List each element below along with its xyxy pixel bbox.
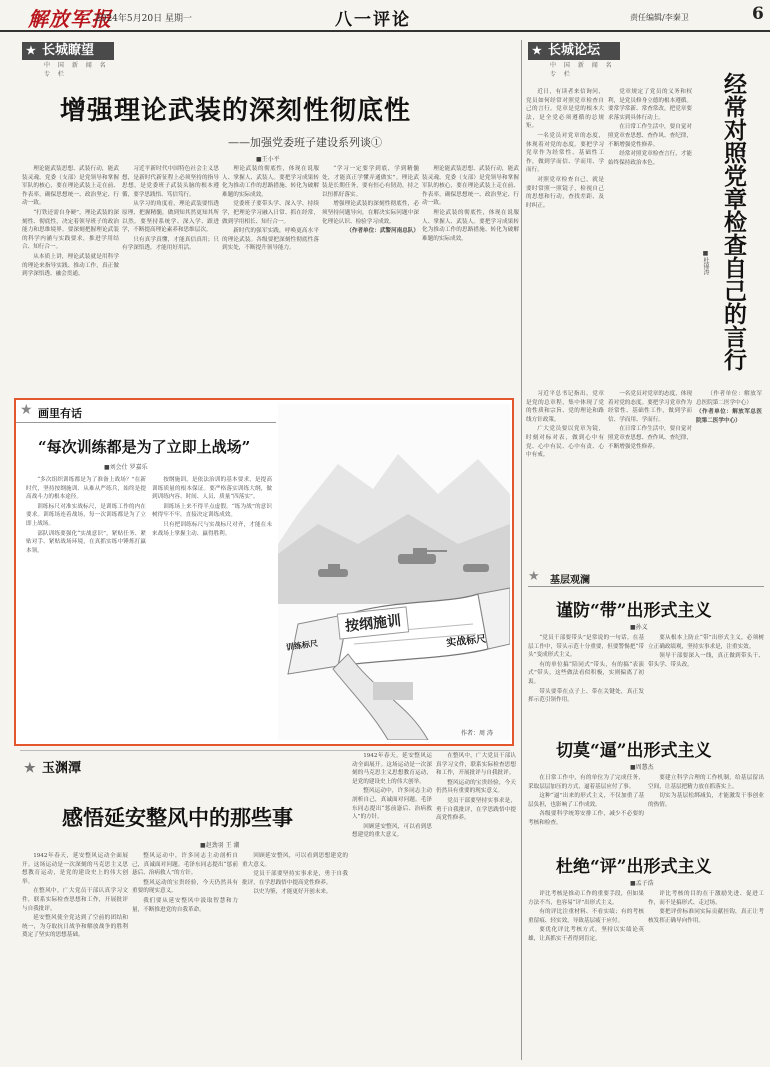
paragraph: 从本质上讲，理论武装就是用科学的理论来指导实践、推动工作，真正做到学深悟透、融会贯通。 (22, 253, 119, 278)
paragraph: 我们要从延安整风中汲取智慧和力量，不断推进党的自我革命。 (132, 897, 238, 913)
article-column-4 (322, 165, 419, 390)
paragraph: 整风运动的宝贵经验，今天仍然具有重要的现实意义。 (436, 779, 516, 795)
column-separator (521, 40, 522, 1060)
paragraph: 切实为基层松绑减负，才能激发干事创业的热情。 (648, 793, 764, 808)
paragraph: 增强理论武装的深刻性彻底性，必须坚持问题导向，在解决实际问题中深化理论认识、检验学习成效。 (322, 201, 419, 225)
paragraph: 要把评价标准同实际贡献挂钩，真正让考核发挥正确导向作用。 (648, 909, 764, 924)
jiceng-a1-author: ■孙义 (630, 624, 648, 631)
paragraph: 一名党员对党章的态度，体现着对党的态度。要把学习党章作为经常性、基础性工作，做到学而信、学而用、学而行。 (608, 391, 692, 423)
paragraph: 近日，有读者来信询问，党员如何经常对照党章检查自己的言行。党章是党的根本大法，是全党必须遵循的总规矩。 (526, 89, 604, 130)
jiceng-a3-author: ■孟子浩 (630, 880, 654, 887)
paragraph: 按纲施训，是依法治训的基本要求，是提高训练质量的根本保证。要严格落实训练大纲，做到训练内容、时间、人员、质量“四落实”。 (152, 477, 272, 501)
paragraph: 这种“逼”出来的形式主义，不仅加重了基层负担，也影响了工作成效。 (528, 793, 644, 808)
author-affiliation: （作者单位：武警河南总队） (346, 228, 419, 235)
paragraph: 要优化评比考核方式，坚持以实绩论英雄，让真抓实干者得到肯定。 (528, 927, 644, 942)
paragraph: 理论能武装思想、武装行动，能武装灵魂。党委（支部）是党领导和掌握军队的核心，要在理论武装上走在前、作表率，确保思想统一、政治坚定、行动一致。 (422, 166, 519, 207)
paragraph: 评比考核的目的在于激励先进、促进工作，而不是搞形式、走过场。 (648, 891, 764, 906)
article-column-5 (422, 165, 519, 390)
paragraph: 要建立科学合理的工作机制，给基层留出空间，让基层把精力放在抓落实上。 (648, 775, 764, 790)
banner-label: 按纲施训 (337, 606, 409, 639)
article-column-1 (22, 165, 119, 390)
issue-date: 2024年5月20日 星期一 (95, 14, 192, 24)
paragraph: 整风运动中，许多同志主动剖析自己，真诚面对问题。毛泽东同志提出“惩前毖后、治病救人”的方针。 (352, 788, 432, 821)
cartoon-author: ■刘会仕 罗嘉乐 (104, 464, 148, 471)
paragraph: 党员干部要坚持实事求是，勇于自我批评，在学思践悟中提高党性修养。 (436, 797, 516, 822)
star-icon: ★ (20, 402, 33, 418)
jiceng-a1-column-2 (648, 634, 764, 724)
paragraph: 要从根本上防止“带”出形式主义，必须树立正确政绩观，坚持实事求是，注重实效。 (648, 635, 764, 650)
paragraph: 有的评比注重材料、不看实绩；有的考核重留痕、轻实效，导致基层疲于应付。 (528, 909, 644, 924)
jiceng-a1-title: 谨防“带”出形式主义 (556, 601, 712, 621)
yuyuan-column-4 (352, 752, 432, 1057)
author-affiliation: （作者单位：解放军总医院第二医学中心） (696, 409, 762, 424)
paragraph: “打铁还需自身硬”，理论武装的深刻性、彻底性，决定着领导班子的政治能力和思维境界。要深刻把握理论武装的科学内涵与实践要求，推进学用结合、知行合一。 (22, 209, 119, 251)
paragraph: 带头要带在点子上、带在关键处，真正发挥示范引领作用。 (528, 688, 644, 704)
column-name: 基层观澜 (550, 575, 590, 586)
paragraph: 经常对照党章检查言行，才能始终保持政治本色。 (608, 151, 692, 166)
paragraph: 1942年春天，延安整风运动全面展开。这场运动是一次深刻的马克思主义思想教育运动，是党的建设史上的伟大创举。 (352, 753, 432, 785)
left-label: 训练标尺 (285, 637, 319, 653)
yuyuan-title: 感悟延安整风中的那些事 (62, 805, 293, 830)
paragraph: 延安整风使全党达到了空前的团结和统一，为夺取抗日战争和解放战争的胜利奠定了坚实的思想基础。 (22, 915, 128, 939)
paragraph: 有的单位搞“陪同式”带头，有的搞“表演式”带头，这些做法看似积极，实则偏离了初衷。 (528, 661, 644, 685)
column-banner-forum (528, 42, 620, 78)
column-name: 长城瞭望 (42, 43, 95, 58)
article-column-3 (222, 165, 319, 390)
artist-credit: 作者：周 涛 (461, 730, 493, 737)
paragraph: 只有把训练标尺与实战标尺对齐，才能在未来战场上掌握主动、赢得胜利。 (152, 521, 272, 537)
cartoon-column-1 (26, 476, 146, 738)
paragraph: 整风运动的宝贵经验，今天仍然具有重要的现实意义。 (132, 879, 238, 895)
star-icon: ★ (26, 44, 36, 57)
star-icon: ★ (532, 44, 542, 57)
paragraph: “学习一定要学到底，学到精髓处，才能真正学懂弄通做实”。理论武装是长期任务，要有恒心有韧劲，持之以恒抓好落实。 (322, 166, 419, 198)
cartoon-title: “每次训练都是为了立即上战场” (38, 438, 251, 456)
feature-label: 画里有话 (38, 407, 82, 420)
forum-column-1 (526, 88, 604, 388)
jiceng-a2-title: 切莫“逼”出形式主义 (556, 741, 712, 761)
star-icon: ★ (24, 761, 36, 776)
paragraph: 新时代的强军实践，呼唤更高水平的理论武装。各级要把深刻性彻底性落到实处，不断提升领导能力。 (222, 228, 319, 252)
paragraph: 一名党员对党章的态度，体现着对党的态度。要把学习党章作为经常性、基础性工作，做到学而信、学而用、学而行。 (526, 132, 604, 174)
yuyuan-column-1 (22, 852, 128, 1057)
article-subtitle: ——加强党委班子建设系列谈① (228, 136, 382, 149)
section-title: 八一评论 (335, 10, 411, 30)
forum-column-3 (526, 390, 604, 566)
paragraph: 回顾延安整风，可以看到思想建党的重大意义。 (352, 823, 432, 839)
paragraph: 党章规定了党员的义务和权利，是党员修身立德的根本遵循。要常学常新、常查常改，把党章要求落实到具体行动上。 (608, 89, 692, 121)
jiceng-a3-column-2 (648, 890, 764, 1058)
jiceng-a3-title: 杜绝“评”出形式主义 (556, 857, 712, 877)
paragraph: 训练标尺对准实战标尺，是训练工作的内在要求。训练场连着战场，每一次训练都是为了立即上战场。 (26, 503, 146, 527)
column-sub: 中 国 新 闻 名 专 栏 (550, 62, 615, 78)
paragraph: 广大党员要以党章为镜，时刻对标对表，做到心中有党、心中有民、心中有责、心中有戒。 (526, 426, 604, 459)
newspaper-logo: 解放军报 (28, 7, 112, 31)
cartoon-feature (14, 398, 514, 746)
jiceng-a2-column-2 (648, 774, 764, 838)
paragraph: “党员干部要带头”是常说的一句话。在基层工作中，带头示范十分重要，但要警惕把“带头”变成形式主义。 (528, 635, 644, 659)
paragraph: 1942年春天，延安整风运动全面展开。这场运动是一次深刻的马克思主义思想教育运动，是党的建设史上的伟大创举。 (22, 853, 128, 885)
jiceng-a1-column-1 (528, 634, 644, 724)
paragraph: 以史为鉴，才能更好开创未来。 (253, 889, 332, 896)
paragraph: 党员干部要坚持实事求是，勇于自我批评，在学思践悟中提高党性修养。 (242, 871, 348, 886)
page-number: 6 (752, 4, 764, 24)
paragraph: 在日常工作生活中，要自觉对照党章查思想、查作风、查纪律，不断增强党性修养。 (608, 124, 692, 148)
article-column-2 (122, 165, 219, 390)
paragraph: 整风运动中，许多同志主动剖析自己，真诚面对问题。毛泽东同志提出“惩前毖后、治病救人”的方针。 (132, 853, 238, 877)
paragraph: 回顾延安整风，可以看到思想建党的重大意义。 (242, 853, 348, 868)
paragraph: 训练场上来不得半点虚假。“练为战”的意识树得牢不牢，直接决定训练成效。 (152, 503, 272, 519)
paragraph: 领导干部要深入一线，真正做到带头干、带头学、带头改。 (648, 653, 764, 668)
paragraph: 从学习的角度看，理论武装要悟透原理、把握精髓，做到知其然更知其所以然。要坚持系统学、深入学、跟进学，不断提高理论素养和思维层次。 (122, 201, 219, 234)
star-icon: ★ (528, 569, 540, 584)
editor-credit: 责任编辑/李秦卫 (630, 13, 689, 22)
article-title: 增强理论武装的深刻性彻底性 (60, 96, 412, 126)
article-author: ■王小平 (256, 156, 280, 163)
column-sub: 中 国 新 闻 名 专 栏 (44, 62, 109, 78)
paragraph: 在整风中，广大党员干部认真学习文件，联系实际检查思想和工作，开展批评与自我批评。 (22, 888, 128, 912)
paragraph: 部队训练要强化“实战意识”，紧贴任务、紧贴对手、紧贴战场环境，在真抓实练中锤炼打赢本领。 (26, 530, 146, 554)
column-banner-great-wall (22, 42, 114, 78)
yuyuan-column-3 (242, 852, 348, 1057)
paragraph: 在整风中，广大党员干部认真学习文件，联系实际检查思想和工作，开展批评与自我批评。 (436, 753, 516, 777)
paragraph: 评比考核是推动工作的重要手段，但如果方法不当，也容易“评”出形式主义。 (528, 891, 644, 906)
forum-column-5 (696, 390, 762, 566)
cartoon-column-2 (152, 476, 272, 738)
paragraph: 在日常工作中，有的单位为了完成任务，采取层层加压的方式，逼着基层应付了事。 (528, 775, 644, 790)
column-banner-jiceng (528, 569, 764, 587)
jiceng-a2-author: ■周慧杰 (630, 764, 654, 771)
paragraph: 只有真学真懂，才能真信真用；只有学深悟透，才能用好用活。 (122, 236, 219, 252)
jiceng-a2-column-1 (528, 774, 644, 838)
jiceng-a3-column-1 (528, 890, 644, 1058)
paragraph: 理论能武装思想、武装行动，能武装灵魂。党委（支部）是党领导和掌握军队的核心，要在理论武装上走在前、作表率，确保思想统一、政治坚定、行动一致。 (22, 166, 119, 207)
paragraph: 对照党章检查自己，就是要时常照一照镜子，检视自己的思想和行动，查找差距、及时纠正。 (526, 176, 604, 209)
paragraph: 理论武装的彻底性，体现在说服人、掌握人、武装人。要把学习成果转化为推动工作的思路措施、转化为破解难题的实际成效。 (222, 166, 319, 198)
paragraph: （作者单位：解放军总医院第二医学中心） (696, 391, 762, 406)
cartoon-illustration (278, 404, 510, 740)
paragraph: 在日常工作生活中，要自觉对照党章查思想、查作风、查纪律，不断增强党性修养。 (608, 426, 692, 450)
yuyuan-column-5 (436, 752, 516, 1057)
column-name: 长城论坛 (548, 43, 601, 58)
feature-strip (16, 402, 276, 423)
forum-column-2 (608, 88, 692, 388)
column-banner-yuyuan (22, 760, 112, 786)
paragraph: 理论武装的彻底性，体现在说服人、掌握人、武装人。要把学习成果转化为推动工作的思路措施、转化为破解难题的实际成效。 (422, 209, 519, 242)
column-name: 玉渊潭 (42, 761, 82, 776)
yuyuan-column-2 (132, 852, 238, 1057)
forum-author: ■杜锦涛 (702, 250, 709, 275)
yuyuan-author: ■赵劲羽 王 潮 (200, 842, 240, 849)
paragraph: 各级要科学统筹安排工作，减少不必要的考核和检查。 (528, 811, 644, 826)
masthead (0, 0, 770, 32)
forum-title: 经常对照党章检查自己的言行 (720, 72, 747, 371)
forum-column-4 (608, 390, 692, 566)
paragraph: “多次组织训练都是为了准备上战场？”在新时代，坚持按纲施训、从难从严练兵，始终是提高战斗力的根本途径。 (26, 477, 146, 501)
paragraph: 习近平总书记指出，党章是党的总章程，集中体现了党的性质和宗旨、党的理论和路线方针政策。 (526, 391, 604, 423)
paragraph: 党委班子要带头学、深入学、持续学，把理论学习融入日常、抓在经常，做到学用相长、知行合一。 (222, 201, 319, 225)
right-label: 实战标尺 (445, 633, 487, 650)
paragraph: 习近平新时代中国特色社会主义思想，是新时代新征程上必须坚持的指导思想，是党委班子武装头脑的根本遵循，要学思践悟、笃信笃行。 (122, 166, 219, 198)
